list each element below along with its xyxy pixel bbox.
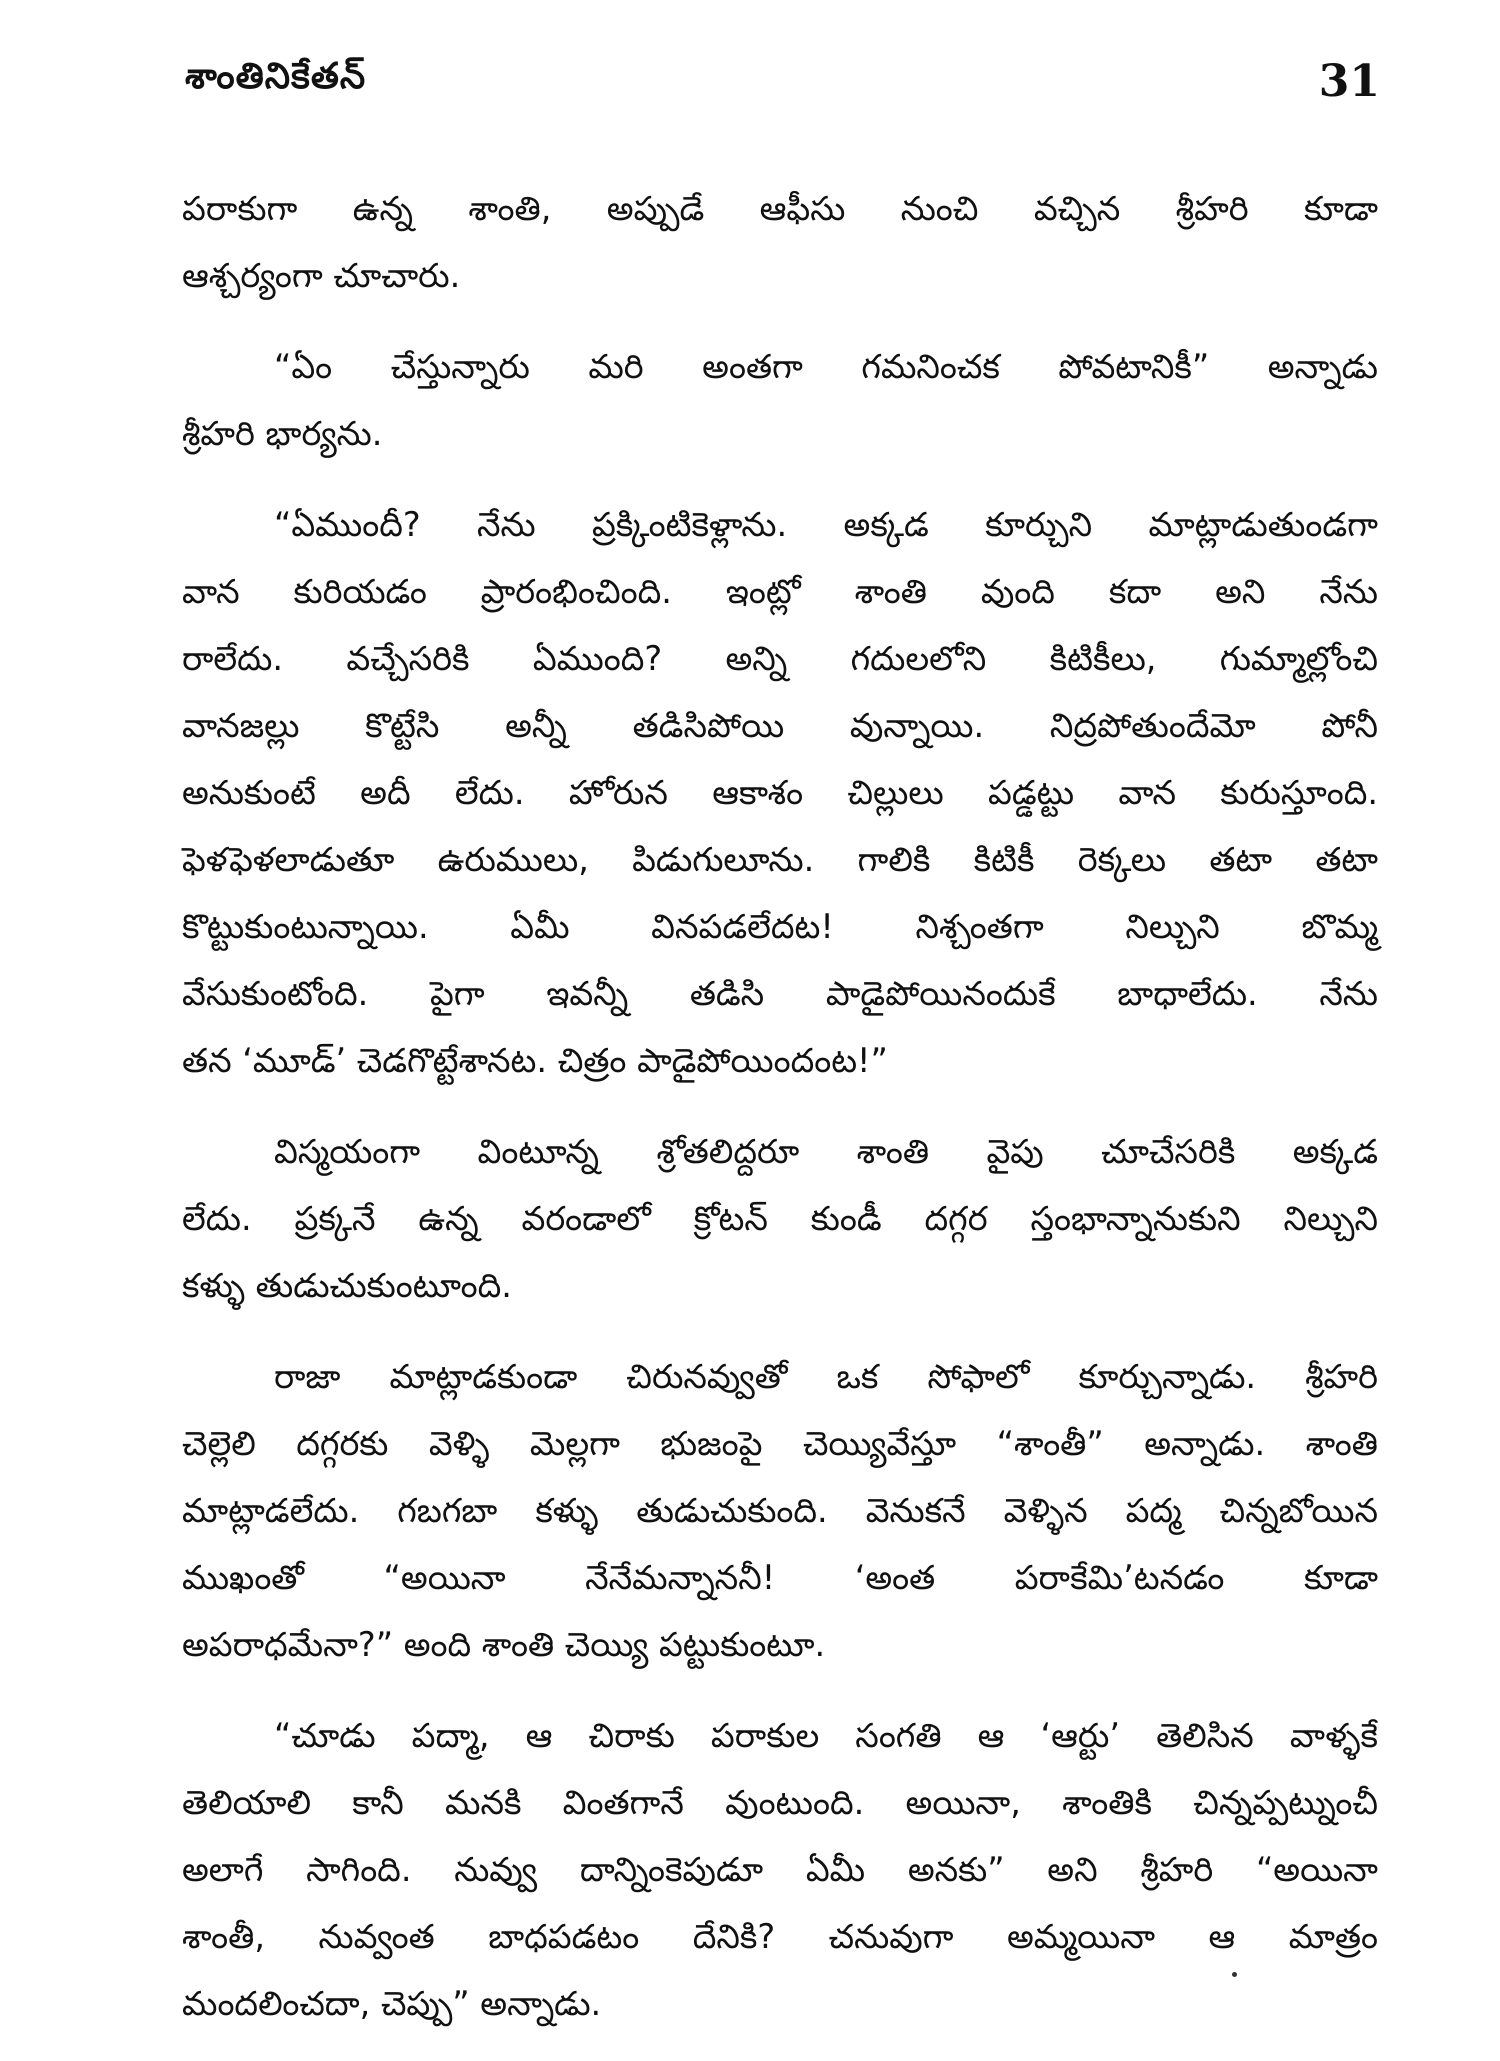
text-line: “ఏం చేస్తున్నారు మరి అంతగా గమనించక పోవటానికీ” అన్నాడు [274, 347, 1378, 386]
text-line: “చూడు పద్మా, ఆ చిరాకు పరాకుల సంగతి ఆ ‘ఆర్టు’ తెలిసిన వాళ్ళకే [274, 1716, 1378, 1755]
text-line: వానజల్లు కొట్టేసి అన్నీ తడిసిపోయి వున్నాయి. నిద్రపోతుందేమో పోనీ [182, 706, 1378, 745]
paragraph [182, 1343, 1378, 1678]
paragraph [182, 491, 1378, 1094]
text-line: శ్రీహరి భార్యను. [182, 414, 383, 453]
text-line: ఫెళఫెళలాడుతూ ఉరుములు, పిడుగులూను. గాలికి కిటికీ రెక్కలు తటా తటా [182, 840, 1378, 879]
text-line: ముఖంతో “అయినా నేనేమన్నాననీ! ‘అంత పరాకేమి’టనడం కూడా [182, 1558, 1378, 1597]
paragraph [182, 1702, 1378, 2037]
text-line: “ఏముందీ? నేను ప్రక్కింటికెళ్లాను. అక్కడ కూర్చుని మాట్లాడుతుండగా [274, 505, 1378, 544]
text-line: అపరాధమేనా?” అంది శాంతి చెయ్యి పట్టుకుంటూ. [182, 1625, 826, 1664]
text-line: ఆశ్చర్యంగా చూచారు. [182, 256, 461, 295]
page-header [185, 46, 1380, 116]
text-line: విస్మయంగా వింటూన్న శ్రోతలిద్దరూ శాంతి వైపు చూచేసరికి అక్కడ [274, 1132, 1378, 1171]
text-line: కళ్ళు తుడుచుకుంటూంది. [182, 1266, 512, 1305]
speck-mark [1232, 1972, 1237, 1977]
paragraph [182, 1118, 1378, 1319]
text-line: మందలించదా, చెప్పు” అన్నాడు. [182, 1984, 602, 2023]
text-line: అలాగే సాగింది. నువ్వు దాన్నింకెపుడూ ఏమీ అనకు” అని శ్రీహరి “అయినా [182, 1850, 1378, 1889]
running-title: శాంతినికేతన్ [185, 56, 367, 97]
paragraph [182, 175, 1378, 309]
text-line: శాంతీ, నువ్వంత బాధపడటం దేనికి? చనువుగా అమ్మయినా ఆ మాత్రం [182, 1917, 1378, 1956]
paragraph [182, 333, 1378, 467]
text-line: కొట్టుకుంటున్నాయి. ఏమీ వినపడలేదట! నిశ్చంతగా నిల్చుని బొమ్మ [182, 907, 1378, 946]
text-line: వాన కురియడం ప్రారంభించింది. ఇంట్లో శాంతి వుంది కదా అని నేను [182, 572, 1378, 611]
text-line: లేదు. ప్రక్కనే ఉన్న వరండాలో క్రోటన్ కుండీ దగ్గర స్తంభాన్నానుకుని నిల్చుని [182, 1199, 1378, 1238]
text-line: రాలేదు. వచ్చేసరికి ఏముంది? అన్ని గదులలోని కిటికీలు, గుమ్మాల్లోంచి [182, 639, 1378, 678]
text-line: తన ‘మూడ్’ చెడగొట్టేశానట. చిత్రం పాడైపోయిందంట!” [182, 1041, 888, 1080]
text-line: అనుకుంటే అదీ లేదు. హోరున ఆకాశం చిల్లులు పడ్డట్టు వాన కురుస్తూంది. [182, 773, 1378, 812]
page-number: 31 [1318, 55, 1380, 107]
text-line: మాట్లాడలేదు. గబగబా కళ్ళు తుడుచుకుంది. వెనుకనే వెళ్ళిన పద్మ చిన్నబోయిన [182, 1491, 1378, 1530]
text-line: రాజా మాట్లాడకుండా చిరునవ్వుతో ఒక సోఫాలో కూర్చున్నాడు. శ్రీహరి [274, 1357, 1378, 1396]
text-line: పరాకుగా ఉన్న శాంతి, అప్పుడే ఆఫీసు నుంచి వచ్చిన శ్రీహరి కూడా [182, 189, 1378, 228]
text-line: చెల్లెలి దగ్గరకు వెళ్ళి మెల్లగా భుజంపై చెయ్యివేస్తూ “శాంతీ” అన్నాడు. శాంతి [182, 1424, 1378, 1463]
text-line: తెలియాలి కానీ మనకి వింతగానే వుంటుంది. అయినా, శాంతికి చిన్నప్పట్నుంచీ [182, 1783, 1378, 1822]
body-text [182, 175, 1378, 2061]
text-line: వేసుకుంటోంది. పైగా ఇవన్నీ తడిసి పాడైపోయినందుకే బాధాలేదు. నేను [182, 974, 1378, 1013]
